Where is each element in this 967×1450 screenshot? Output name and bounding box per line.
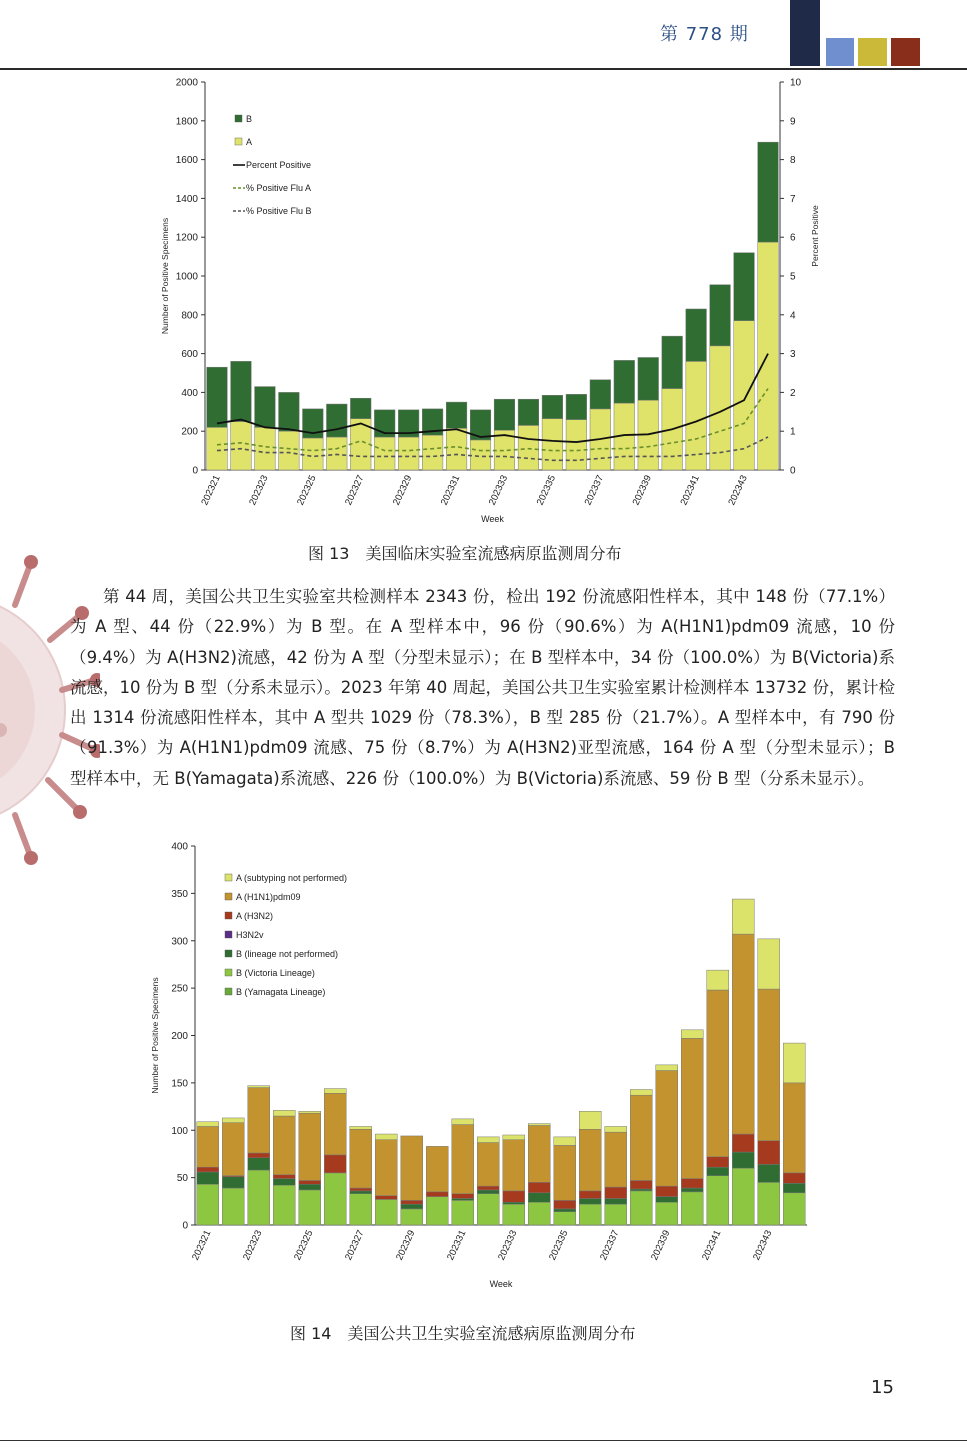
bar-segment [518, 425, 539, 470]
bar-segment [477, 1194, 499, 1225]
x-tick-label: 202325 [292, 1228, 316, 1263]
y2-axis-label: Percent Positive [810, 205, 820, 267]
y2-tick-label: 0 [790, 465, 796, 477]
y-tick-label: 100 [171, 1125, 188, 1137]
x-tick-label: 202333 [496, 1228, 520, 1263]
bar-segment [579, 1198, 601, 1204]
bar-segment [554, 1137, 576, 1146]
bar-segment [255, 387, 276, 428]
figure14-chart [140, 835, 830, 1295]
bar-segment [401, 1136, 423, 1200]
bar-segment [554, 1212, 576, 1225]
y2-tick-label: 9 [790, 116, 796, 128]
bar-segment [452, 1125, 474, 1194]
bar-segment [299, 1190, 321, 1225]
bar-segment [248, 1170, 270, 1225]
bar-segment [503, 1135, 525, 1140]
y-tick-label: 150 [171, 1078, 188, 1090]
legend-label: B (Yamagata Lineage) [236, 987, 326, 997]
y2-tick-label: 2 [790, 387, 796, 399]
bar-segment [707, 1176, 729, 1225]
bar-segment [638, 357, 659, 400]
bar-segment [783, 1183, 805, 1192]
x-tick-label: 202325 [295, 473, 319, 508]
header-block-red [891, 38, 920, 66]
bar-segment [324, 1155, 346, 1173]
bar-segment [630, 1189, 652, 1191]
legend-swatch [225, 874, 232, 881]
bar-segment [326, 404, 347, 437]
y2-tick-label: 10 [790, 77, 802, 89]
y-tick-label: 0 [182, 1220, 188, 1232]
bar-segment [477, 1137, 499, 1143]
bar-segment [662, 336, 683, 388]
y2-tick-label: 4 [790, 310, 796, 322]
x-tick-label: 202339 [630, 473, 654, 508]
bar-segment [707, 1167, 729, 1176]
bar-segment [375, 1140, 397, 1196]
bar-segment [324, 1089, 346, 1094]
legend-label: A (H3N2) [236, 911, 274, 921]
bar-segment [207, 367, 228, 427]
bar-segment [681, 1038, 703, 1178]
bar-segment [426, 1197, 448, 1225]
bar-segment [758, 1164, 780, 1182]
bar-segment [248, 1088, 270, 1153]
legend-label: B (Victoria Lineage) [236, 968, 315, 978]
bar-segment [422, 435, 443, 470]
bar-segment [494, 399, 515, 430]
x-tick-label: 202321 [199, 473, 223, 508]
bar-segment [279, 431, 300, 470]
bar-segment [197, 1126, 219, 1167]
bar-segment [222, 1118, 244, 1123]
bar-segment [375, 1196, 397, 1200]
bar-segment [630, 1191, 652, 1225]
bar-segment [579, 1191, 601, 1199]
y-tick-label: 50 [176, 1173, 188, 1185]
bar-segment [231, 422, 252, 471]
bar-segment [783, 1173, 805, 1183]
bar-segment [273, 1110, 295, 1116]
y-tick-label: 200 [171, 1031, 188, 1042]
bar-segment [452, 1200, 474, 1225]
y-axis-label: Number of Positive Specimens [150, 977, 160, 1094]
x-tick-label: 202321 [190, 1228, 214, 1263]
bar-segment [579, 1204, 601, 1225]
legend-label: A (subtyping not performed) [236, 873, 348, 883]
bar-segment [446, 402, 467, 428]
x-tick-label: 202333 [486, 473, 511, 508]
x-tick-label: 202339 [649, 1228, 673, 1263]
header-block-yellow [858, 38, 887, 66]
bar-segment [605, 1132, 627, 1187]
bar-segment [630, 1090, 652, 1096]
bar-segment [732, 899, 754, 934]
bar-segment [656, 1065, 678, 1071]
figure13-caption: 图 13 美国临床实验室流感病原监测周分布 [308, 544, 622, 563]
bar-segment [566, 420, 587, 470]
bar-segment [222, 1123, 244, 1176]
y-tick-label: 1800 [175, 116, 198, 128]
legend-label: H3N2v [236, 930, 264, 940]
series-line [217, 389, 768, 451]
bar-segment [758, 242, 779, 470]
bar-segment [656, 1202, 678, 1225]
bar-segment [273, 1179, 295, 1186]
x-tick-label: 202335 [534, 473, 559, 508]
x-tick-label: 202327 [343, 473, 367, 508]
y-tick-label: 400 [171, 841, 188, 853]
x-tick-label: 202337 [598, 1228, 622, 1263]
y-tick-label: 1200 [175, 232, 198, 244]
bar-segment [350, 1129, 372, 1188]
bar-segment [686, 361, 707, 470]
y2-tick-label: 1 [790, 426, 796, 438]
bar-segment [324, 1093, 346, 1155]
bar-segment [503, 1204, 525, 1225]
bar-segment [374, 437, 395, 470]
header-block-blue [826, 38, 854, 66]
bar-segment [710, 285, 731, 346]
x-tick-label: 202331 [438, 473, 463, 508]
bar-segment [542, 395, 563, 418]
y-tick-label: 200 [181, 426, 198, 438]
legend-label: Percent Positive [246, 160, 312, 170]
bar-segment [758, 1182, 780, 1225]
legend-swatch [225, 893, 232, 900]
bar-segment [248, 1153, 270, 1158]
bar-segment [222, 1177, 244, 1188]
bar-segment [732, 1134, 754, 1152]
bar-segment [446, 428, 467, 470]
y-tick-label: 400 [181, 387, 198, 399]
bar-segment [579, 1129, 601, 1191]
bar-segment [707, 1157, 729, 1167]
bar-segment [630, 1095, 652, 1180]
figure14-caption: 图 14 美国公共卫生实验室流感病原监测周分布 [290, 1324, 636, 1343]
bar-segment [248, 1086, 270, 1088]
bar-segment [398, 437, 419, 470]
x-tick-label: 202323 [241, 1228, 265, 1263]
legend-swatch [225, 969, 232, 976]
x-tick-label: 202335 [547, 1228, 571, 1263]
y-tick-label: 600 [181, 349, 198, 361]
bar-segment [324, 1173, 346, 1225]
bar-segment [503, 1191, 525, 1202]
bar-segment [197, 1172, 219, 1184]
bar-segment [554, 1145, 576, 1200]
bar-segment [401, 1200, 423, 1204]
bar-segment [255, 427, 276, 470]
bar-segment [350, 398, 371, 418]
bar-segment [303, 438, 324, 470]
bar-segment [656, 1071, 678, 1187]
bar-segment [605, 1187, 627, 1198]
legend-swatch [235, 138, 242, 145]
series-line [217, 437, 768, 460]
bar-segment [681, 1030, 703, 1039]
bar-segment [528, 1182, 550, 1192]
bar-segment [518, 399, 539, 425]
x-tick-label: 202341 [700, 1228, 724, 1263]
bar-segment [477, 1190, 499, 1194]
bar-segment [732, 1168, 754, 1225]
body-paragraph: 第 44 周，美国公共卫生实验室共检测样本 2343 份，检出 192 份流感阳性样本，其中 148 份（77.1%）为 A 型、44 份（22.9%）为 B 型。在 A 型样本中，96 份（90.6%）为 A(H1N1)pdm09 流感，10 份（9.4%）为 A(H3N2)流感，42 份为 A 型（分型未显示）；在 B 型样本中，34 份（100.0%）为 B(Victoria)系流感，10 份为 B 型（分系未显示）。2023 年第 40 周起，美国公共卫生实验室累计检测样本 13732 份，累计检出 1314 份流感阳性样本，其中 A 型共 1029 份（78.3%），B 型 285 份（21.7%）。A 型样本中，有 790 份（91.3%）为 A(H1N1)pdm09 流感、75 份（8.7%）为 A(H3N2)亚型流感，164 份 A 型（分型未显示）；B 型样本中，无 B(Yamagata)系流感、226 份（100.0%）为 B(Victoria)系流感、59 份 B 型（分系未显示）。 [70, 587, 895, 788]
bar-segment [279, 392, 300, 431]
bar-segment [350, 1194, 372, 1225]
bar-segment [401, 1204, 423, 1209]
bar-segment [656, 1197, 678, 1203]
bar-segment [299, 1113, 321, 1180]
bar-segment [758, 1141, 780, 1165]
bar-segment [273, 1185, 295, 1225]
bar-segment [299, 1180, 321, 1184]
bar-segment [579, 1111, 601, 1129]
bar-segment [452, 1119, 474, 1125]
bar-segment [222, 1188, 244, 1225]
bar-segment [605, 1204, 627, 1225]
y2-tick-label: 7 [790, 193, 796, 205]
bar-segment [299, 1184, 321, 1190]
figure13-chart [150, 72, 830, 532]
bar-segment [758, 939, 780, 989]
legend-swatch [225, 950, 232, 957]
bar-segment [299, 1111, 321, 1113]
page-number: 15 [871, 1377, 894, 1398]
bar-segment [350, 1126, 372, 1129]
legend-swatch [235, 115, 242, 122]
bar-segment [452, 1194, 474, 1199]
bar-segment [350, 1191, 372, 1194]
x-tick-label: 202327 [343, 1228, 367, 1263]
x-axis-label: Week [481, 514, 504, 524]
y2-tick-label: 5 [790, 271, 796, 283]
y-tick-label: 250 [171, 983, 188, 995]
series-line [217, 354, 768, 442]
bar-segment [477, 1186, 499, 1190]
bar-segment [605, 1198, 627, 1204]
bar-segment [783, 1083, 805, 1173]
bar-segment [350, 1188, 372, 1191]
bar-segment [758, 142, 779, 242]
y-tick-label: 0 [192, 465, 198, 477]
bar-segment [197, 1122, 219, 1127]
y-axis-label: Number of Positive Specimens [160, 217, 170, 335]
x-tick-label: 202323 [247, 473, 271, 508]
x-tick-label: 202329 [394, 1228, 418, 1263]
bar-segment [231, 361, 252, 421]
y2-tick-label: 3 [790, 349, 796, 361]
bar-segment [656, 1186, 678, 1196]
x-tick-label: 202343 [726, 473, 750, 508]
bar-segment [707, 990, 729, 1157]
bar-segment [542, 419, 563, 470]
bar-segment [566, 394, 587, 419]
bar-segment [707, 970, 729, 990]
bar-segment [503, 1202, 525, 1204]
legend-swatch [225, 912, 232, 919]
bar-segment [197, 1167, 219, 1172]
y-tick-label: 1400 [175, 193, 198, 205]
legend-label: B (lineage not performed) [236, 949, 339, 959]
y-tick-label: 800 [181, 310, 198, 322]
y-tick-label: 2000 [175, 77, 198, 89]
bar-segment [528, 1126, 550, 1183]
header-block-navy [790, 0, 820, 66]
y-tick-label: 1000 [175, 271, 198, 283]
bar-segment [681, 1192, 703, 1225]
bar-segment [605, 1126, 627, 1132]
legend-label: B [246, 114, 253, 124]
bar-segment [783, 1043, 805, 1083]
bar-segment [630, 1180, 652, 1189]
y-tick-label: 300 [171, 936, 188, 948]
legend-swatch [225, 931, 232, 938]
y-tick-label: 1600 [175, 155, 198, 167]
bar-segment [197, 1184, 219, 1225]
bar-segment [528, 1193, 550, 1202]
bar-segment [452, 1198, 474, 1200]
bar-segment [503, 1140, 525, 1191]
bar-segment [554, 1209, 576, 1212]
legend-label: A [246, 137, 253, 147]
x-tick-label: 202341 [678, 473, 702, 508]
bar-segment [401, 1209, 423, 1225]
bar-segment [528, 1124, 550, 1126]
bar-segment [590, 380, 611, 409]
legend-label: A (H1N1)pdm09 [236, 892, 301, 902]
y-tick-label: 350 [171, 888, 188, 900]
bar-segment [470, 440, 491, 470]
bar-segment [783, 1193, 805, 1225]
header-rule [0, 68, 967, 70]
legend-label: % Positive Flu A [246, 183, 312, 193]
issue-number: 第 778 期 [660, 24, 749, 45]
x-tick-label: 202331 [445, 1228, 469, 1263]
bar-segment [248, 1158, 270, 1170]
bar-segment [207, 427, 228, 470]
bar-segment [614, 360, 635, 403]
x-tick-label: 202329 [390, 473, 415, 508]
x-tick-label: 202343 [751, 1228, 775, 1263]
bar-segment [273, 1175, 295, 1179]
x-axis-label: Week [489, 1279, 513, 1289]
y2-tick-label: 6 [790, 232, 796, 244]
bar-segment [375, 1134, 397, 1140]
bar-segment [732, 1152, 754, 1168]
bar-segment [758, 989, 780, 1141]
bar-segment [375, 1199, 397, 1225]
bar-segment [554, 1200, 576, 1209]
bar-segment [686, 309, 707, 361]
bar-segment [426, 1146, 448, 1191]
bar-segment [734, 253, 755, 321]
legend-swatch [225, 988, 232, 995]
legend-label: % Positive Flu B [246, 206, 312, 216]
bar-segment [734, 321, 755, 470]
bar-segment [426, 1192, 448, 1197]
bar-segment [326, 437, 347, 470]
bar-segment [681, 1188, 703, 1192]
bar-segment [477, 1143, 499, 1187]
x-tick-label: 202337 [582, 473, 607, 508]
bar-segment [681, 1179, 703, 1188]
bar-segment [273, 1116, 295, 1175]
footer-rule [0, 1440, 967, 1441]
y2-tick-label: 8 [790, 155, 796, 167]
bar-segment [732, 934, 754, 1134]
bar-segment [528, 1202, 550, 1225]
